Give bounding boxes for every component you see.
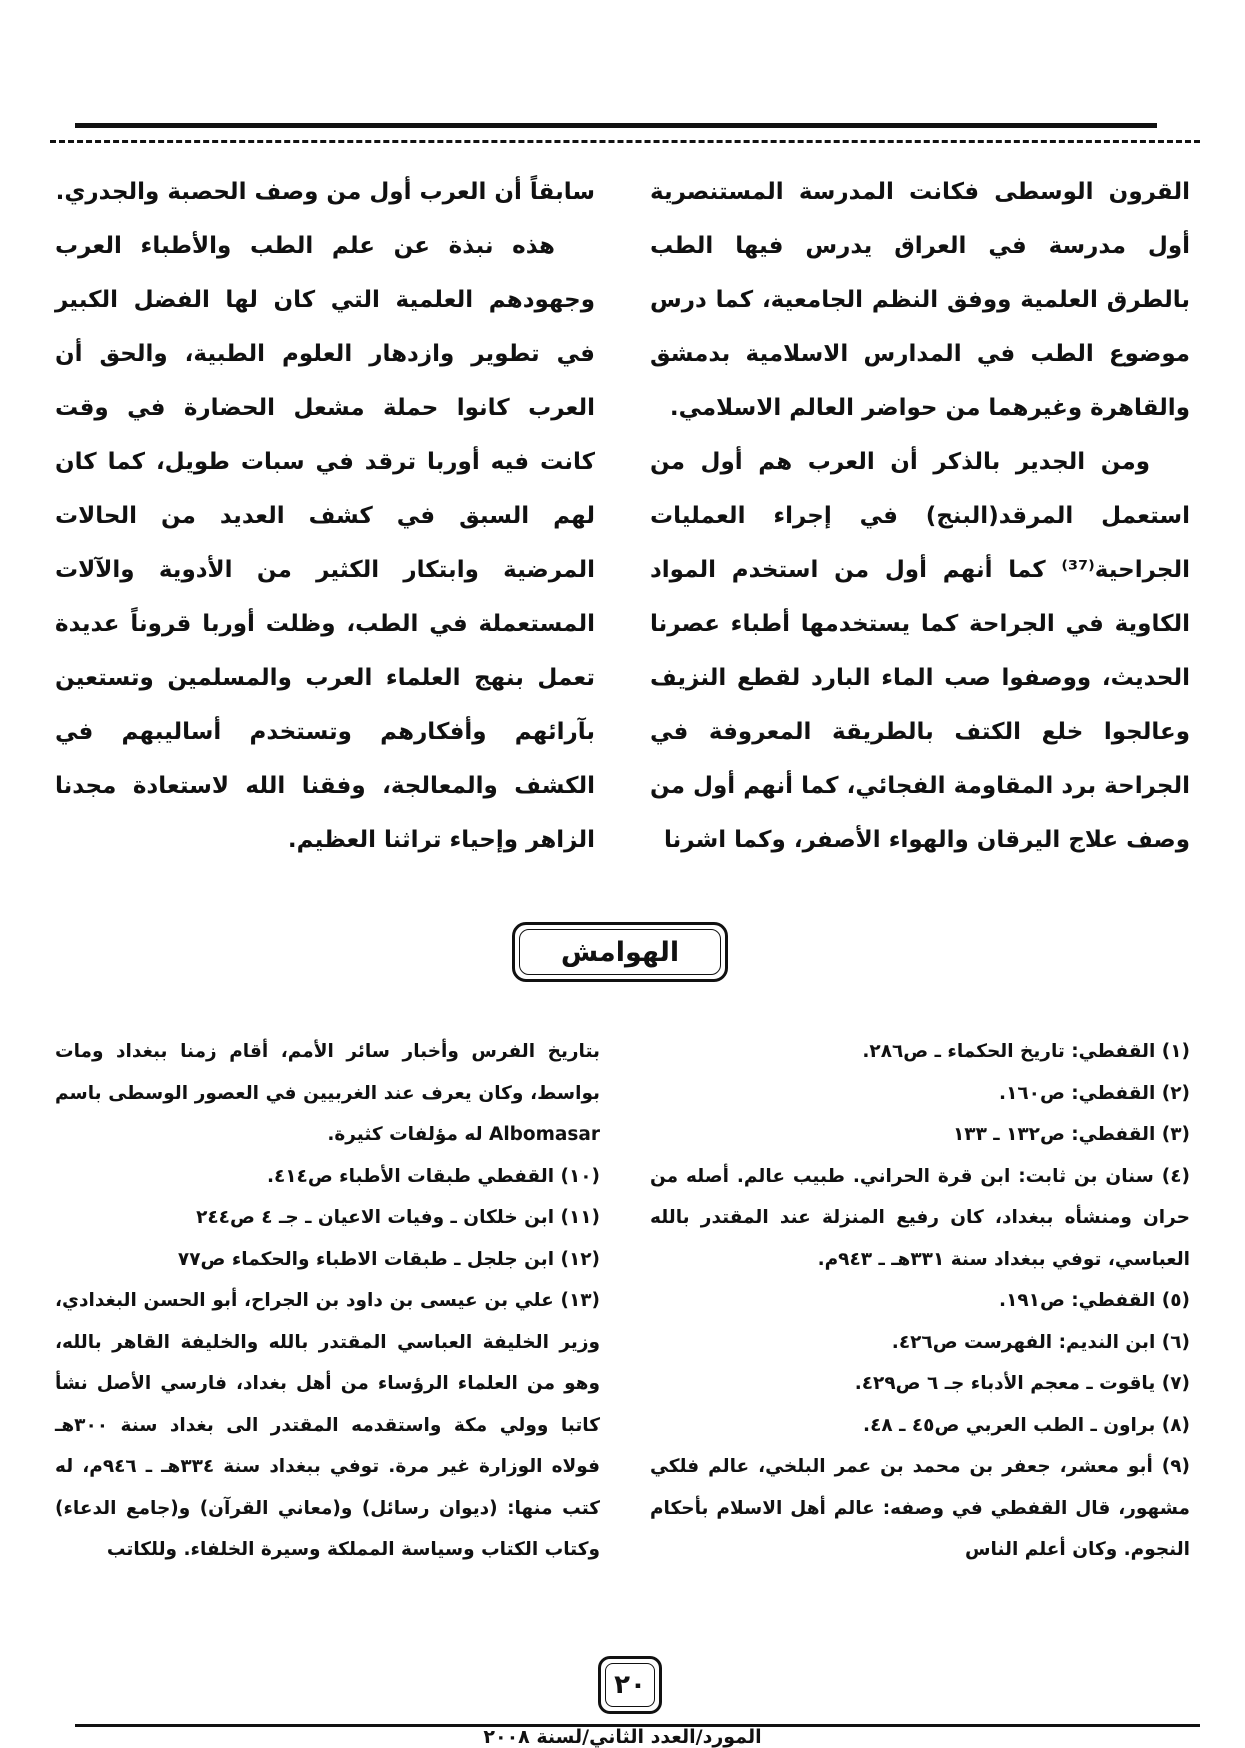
footnotes-heading-label: الهوامش: [560, 936, 680, 968]
footnote: (١١) ابن خلكان ـ وفيات الاعيان ـ جـ ٤ ص٢٤٤: [196, 1207, 600, 1228]
footnote: (٨) براون ـ الطب العربي ص٤٥ ـ ٤٨.: [863, 1414, 1190, 1436]
footnote: (٤) سنان بن ثابت: ابن قرة الحراني. طبيب عالم. أصله من حران ومنشأه ببغداد، كان رفيع المنزلة عند المقتدر بالله العباسي، توفي ببغداد سنة ٣٣١هـ ـ ٩٤٣م.: [650, 1165, 1190, 1270]
footnote: (٥) القفطي: ص١٩١.: [999, 1290, 1190, 1311]
top-dashed-rule: [50, 140, 1200, 143]
footnotes-heading: [512, 922, 728, 982]
footnote: (٧) ياقوت ـ معجم الأدباء جـ ٦ ص٤٢٩.: [854, 1373, 1190, 1394]
paragraph: ومن الجدير بالذكر أن العرب هم أول من استعمل المرقد(البنج) في إجراء العمليات الجراحية⁽³⁷⁾ كما أنهم أول من استخدم المواد الكاوية في الجراحة كما يستخدمها أطباء عصرنا الحديث، ووصفوا صب الماء البارد لقطع النزيف وعالجوا خلع الكتف بالطريقة المعروفة في الجراحة برد المقاومة الفجائي، كما أنهم أول من وصف علاج اليرقان والهواء الأصفر، وكما اشرنا: [650, 449, 1190, 853]
journal-footer: المورد/العدد الثاني/لسنة ٢٠٠٨: [483, 1726, 762, 1748]
paragraph: هذه نبذة عن علم الطب والأطباء العرب وجهودهم العلمية التي كان لها الفضل الكبير في تطوير وازدهار العلوم الطبية، والحق أن العرب كانوا حملة مشعل الحضارة في وقت كانت فيه أوربا ترقد في سبات طويل، كما كان لهم السبق في كشف العديد من الحالات المرضية وابتكار الكثير من الأدوية والآلات المستعملة في الطب، وظلت أوربا قروناً عديدة تعمل بنهج العلماء العرب والمسلمين وتستعين بآرائهم وأفكارهم وتستخدم أساليبهم في الكشف والمعالجة، وفقنا الله لاستعادة مجدنا الزاهر وإحياء تراثنا العظيم.: [55, 233, 595, 853]
footnote: (١) القفطي: تاريخ الحكماء ـ ص٢٨٦.: [862, 1041, 1190, 1062]
body-column-left: [55, 165, 595, 867]
footnote: بتاريخ الفرس وأخبار سائر الأمم، أقام زمنا ببغداد ومات بواسط، وكان يعرف عند الغربيين في العصور الوسطى باسم Albomasar له مؤلفات كثيرة.: [55, 1041, 600, 1145]
body-column-right: [650, 165, 1190, 867]
footnote: (٢) القفطي: ص١٦٠.: [999, 1082, 1190, 1104]
top-thick-rule: [75, 123, 1157, 128]
footnote: (١٣) علي بن عيسى بن داود بن الجراح، أبو الحسن البغدادي، وزير الخليفة العباسي المقتدر بالله والخليفة القاهر بالله، وهو من العلماء الرؤساء من أهل بغداد، فارسي الأصل نشأ كاتبا وولي مكة واستقدمه المقتدر الى بغداد سنة ٣٠٠هـ فولاه الوزارة غير مرة. توفي ببغداد سنة ٣٣٤هـ ـ ٩٤٦م، له كتب منها: (ديوان رسائل) و(معاني القرآن) و(جامع الدعاء) وكتاب الكتاب وسياسة المملكة وسيرة الخلفاء. وللكاتب: [55, 1290, 600, 1560]
footnote: (٩) أبو معشر، جعفر بن محمد بن عمر البلخي، عالم فلكي مشهور، قال القفطي في وصفه: عالم أهل الاسلام بأحكام النجوم. وكان أعلم الناس: [650, 1456, 1190, 1560]
footnote: (٦) ابن النديم: الفهرست ص٤٢٦.: [891, 1331, 1190, 1353]
page-number-label: ٢٠: [614, 1670, 646, 1700]
page-number: [598, 1656, 662, 1714]
footnotes-column-left: [55, 1031, 600, 1571]
paragraph: القرون الوسطى فكانت المدرسة المستنصرية أول مدرسة في العراق يدرس فيها الطب بالطرق العلمية ووفق النظم الجامعية، كما درس موضوع الطب في المدارس الاسلامية بدمشق والقاهرة وغيرهما من حواضر العالم الاسلامي.: [650, 179, 1190, 421]
paragraph: سابقاً أن العرب أول من وصف الحصبة والجدري.: [55, 179, 595, 205]
footnotes-column-right: [650, 1031, 1190, 1571]
footnote: (٣) القفطي: ص١٣٢ ـ ١٣٣: [952, 1124, 1190, 1145]
footnote: (١٢) ابن جلجل ـ طبقات الاطباء والحكماء ص٧٧: [177, 1248, 600, 1270]
footnote: (١٠) القفطي طبقات الأطباء ص٤١٤.: [266, 1165, 600, 1187]
